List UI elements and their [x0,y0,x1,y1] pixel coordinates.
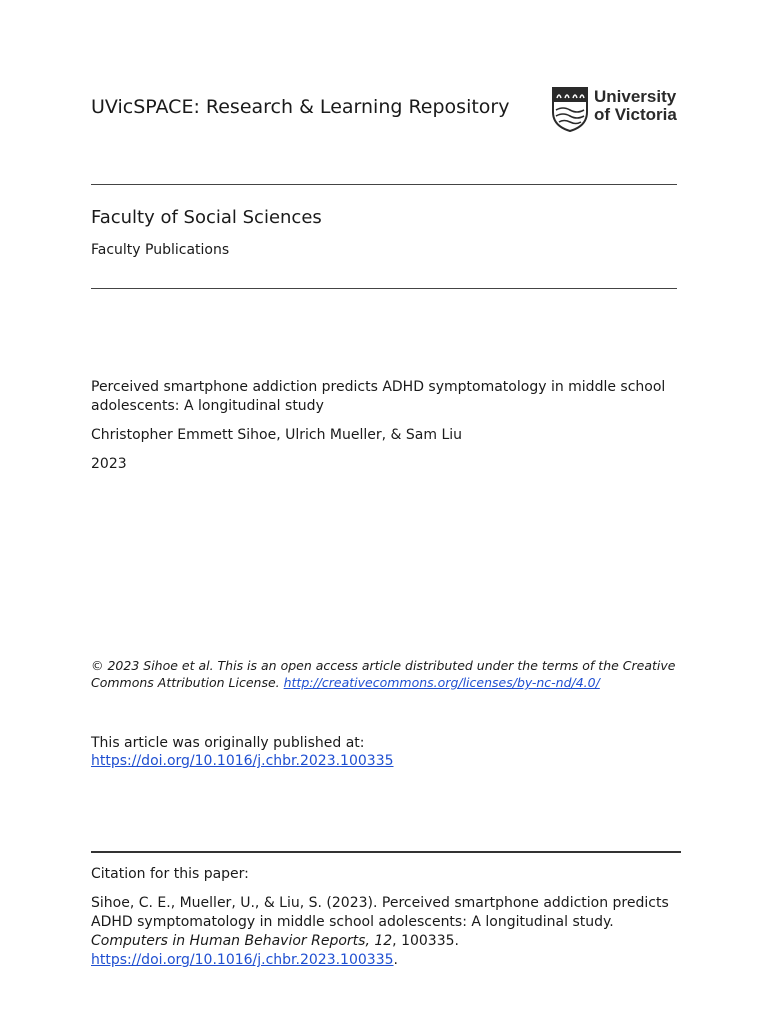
citation-end: . [393,952,398,968]
citation-label: Citation for this paper: [91,866,249,882]
original-doi-link[interactable]: https://doi.org/10.1016/j.chbr.2023.100335 [91,753,394,769]
repository-title: UVicSPACE: Research & Learning Repository [91,96,510,118]
license-statement [91,657,691,691]
collection-name: Faculty Publications [91,242,230,258]
citation-journal: Computers in Human Behavior Reports, 12 [91,933,393,949]
citation-authors-title: Sihoe, C. E., Mueller, U., & Liu, S. (2023). Perceived smartphone addiction predicts ADHD symptomatology in middle school adolescents: A longitudinal study. [91,895,669,930]
header-rule [91,184,677,186]
citation-doi-link[interactable]: https://doi.org/10.1016/j.chbr.2023.100335 [91,952,394,968]
article-year: 2023 [91,456,127,472]
license-text: © 2023 Sihoe et al. This is an open access article distributed under the terms of the Creative Commons Attribution License. [91,658,676,690]
section-rule [91,288,677,290]
faculty-name: Faculty of Social Sciences [91,207,322,228]
original-publication-label: This article was originally published at: [91,735,365,751]
article-authors: Christopher Emmett Sihoe, Ulrich Mueller, & Sam Liu [91,427,463,443]
logo-line-2: of Victoria [594,105,677,124]
university-crest-icon [551,86,589,132]
license-link[interactable]: http://creativecommons.org/licenses/by-nc-nd/4.0/ [283,675,600,690]
citation-divider [91,851,681,853]
citation-pages: , 100335. [392,933,459,949]
logo-line-1: University [594,87,677,106]
article-title: Perceived smartphone addiction predicts ADHD symptomatology in middle school adolescents: A longitudinal study [91,379,666,414]
university-logo [551,86,677,132]
citation-text [91,894,691,970]
